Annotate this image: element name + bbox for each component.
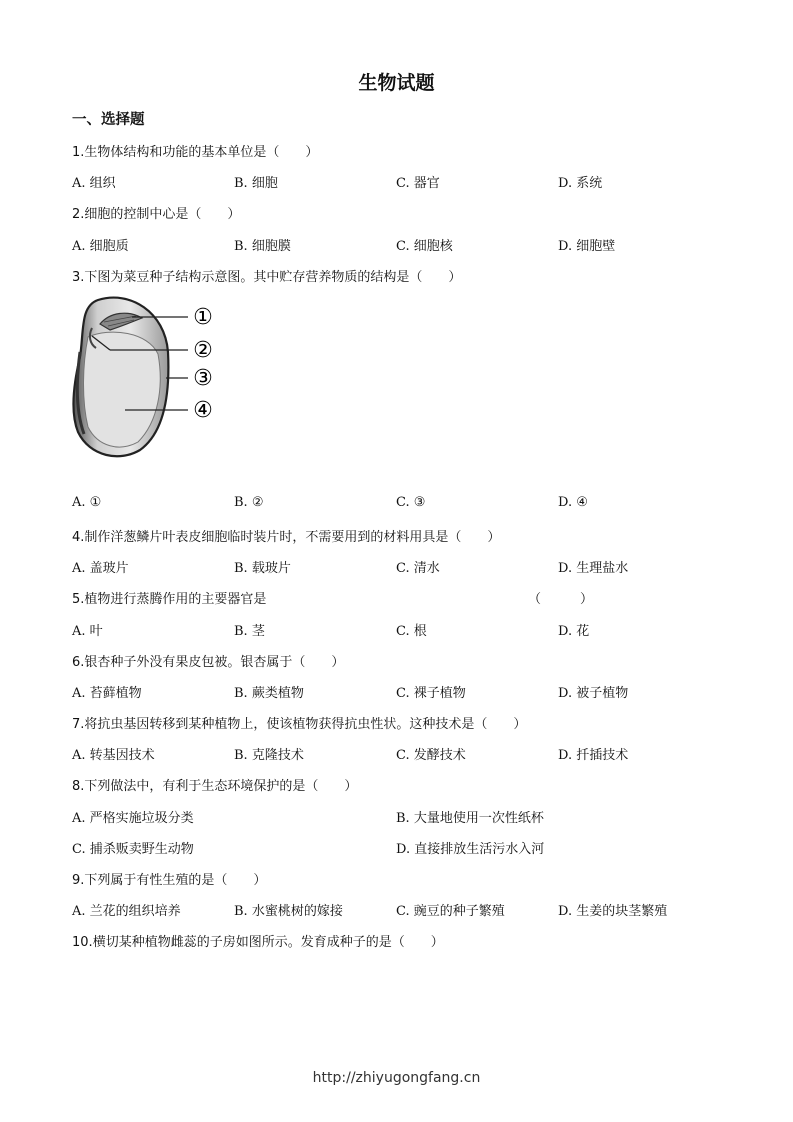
question-9 <box>72 869 266 888</box>
option-c: C. 豌豆的种子繁殖 <box>396 904 505 919</box>
question-stem: 植物进行蒸腾作用的主要器官是 <box>84 592 267 607</box>
label-4: ④ <box>193 398 213 423</box>
option-a: A. 细胞质 <box>72 239 129 254</box>
option-a: A. 兰花的组织培养 <box>72 904 181 919</box>
question-number: 10. <box>72 935 93 950</box>
option-a: A. 组织 <box>72 176 116 191</box>
option-a: A. 苔藓植物 <box>72 686 142 701</box>
question-number: 5. <box>72 592 85 607</box>
option-b: B. 蕨类植物 <box>234 686 304 701</box>
option-d: D. ④ <box>558 495 588 510</box>
question-stem: 下列做法中，有利于生态环境保护的是（ ） <box>84 779 358 794</box>
option-c: C. 器官 <box>396 176 440 191</box>
question-number: 9. <box>72 873 85 888</box>
option-d: D. 生理盐水 <box>558 561 629 576</box>
option-d: D. 细胞壁 <box>558 239 616 254</box>
question-stem: 横切某种植物雌蕊的子房如图所示。发育成种子的是（ ） <box>92 935 444 950</box>
option-b: B. 细胞膜 <box>234 239 291 254</box>
question-1 <box>72 141 318 160</box>
question-stem: 银杏种子外没有果皮包被。银杏属于（ ） <box>84 655 345 670</box>
question-7 <box>72 713 526 732</box>
option-d: D. 被子植物 <box>558 686 629 701</box>
option-a: A. 严格实施垃圾分类 <box>72 811 194 826</box>
option-d: D. 生姜的块茎繁殖 <box>558 904 668 919</box>
option-d: D. 系统 <box>558 176 603 191</box>
option-b: B. 茎 <box>234 624 265 639</box>
question-number: 3. <box>72 270 85 285</box>
footer-url[interactable]: http://zhiyugongfang.cn <box>312 1070 481 1086</box>
option-c: C. ③ <box>396 495 426 510</box>
option-c: C. 根 <box>396 624 427 639</box>
option-c: C. 细胞核 <box>396 239 453 254</box>
bean-seed-diagram <box>70 292 230 460</box>
question-stem: 下图为菜豆种子结构示意图。其中贮存营养物质的结构是（ ） <box>84 270 462 285</box>
question-4 <box>72 526 500 545</box>
option-b: B. 载玻片 <box>234 561 291 576</box>
question-8 <box>72 775 357 794</box>
label-1: ① <box>193 305 213 330</box>
option-d: D. 直接排放生活污水入河 <box>396 842 545 857</box>
option-b: B. 克隆技术 <box>234 748 304 763</box>
section-heading: 一、选择题 <box>72 112 145 128</box>
option-b: B. 大量地使用一次性纸杯 <box>396 811 544 826</box>
option-a: A. ① <box>72 495 102 510</box>
option-d: D. 花 <box>558 624 590 639</box>
option-d: D. 扦插技术 <box>558 748 629 763</box>
option-a: A. 叶 <box>72 624 103 639</box>
option-c: C. 裸子植物 <box>396 686 466 701</box>
question-5 <box>72 588 266 607</box>
question-number: 8. <box>72 779 85 794</box>
question-number: 4. <box>72 530 85 545</box>
option-b: B. 水蜜桃树的嫁接 <box>234 904 343 919</box>
answer-bracket: （ ） <box>528 592 594 607</box>
option-a: A. 转基因技术 <box>72 748 155 763</box>
page-title: 生物试题 <box>358 72 435 94</box>
question-number: 6. <box>72 655 85 670</box>
question-stem: 制作洋葱鳞片叶表皮细胞临时装片时，不需要用到的材料用具是（ ） <box>84 530 501 545</box>
label-3: ③ <box>193 366 213 391</box>
question-stem: 将抗虫基因转移到某种植物上，使该植物获得抗虫性状。这种技术是（ ） <box>84 717 527 732</box>
question-10 <box>72 931 444 950</box>
option-c: C. 清水 <box>396 561 440 576</box>
option-c: C. 捕杀贩卖野生动物 <box>72 842 194 857</box>
question-stem: 下列属于有性生殖的是（ ） <box>84 873 267 888</box>
label-2: ② <box>193 338 213 363</box>
option-b: B. 细胞 <box>234 176 278 191</box>
option-b: B. ② <box>234 495 264 510</box>
question-stem: 细胞的控制中心是（ ） <box>84 207 241 222</box>
question-3 <box>72 266 461 285</box>
question-number: 1. <box>72 145 85 160</box>
question-number: 2. <box>72 207 85 222</box>
question-number: 7. <box>72 717 85 732</box>
question-6 <box>72 651 344 670</box>
option-c: C. 发酵技术 <box>396 748 466 763</box>
question-stem: 生物体结构和功能的基本单位是（ ） <box>84 145 319 160</box>
option-a: A. 盖玻片 <box>72 561 129 576</box>
question-2 <box>72 203 240 222</box>
